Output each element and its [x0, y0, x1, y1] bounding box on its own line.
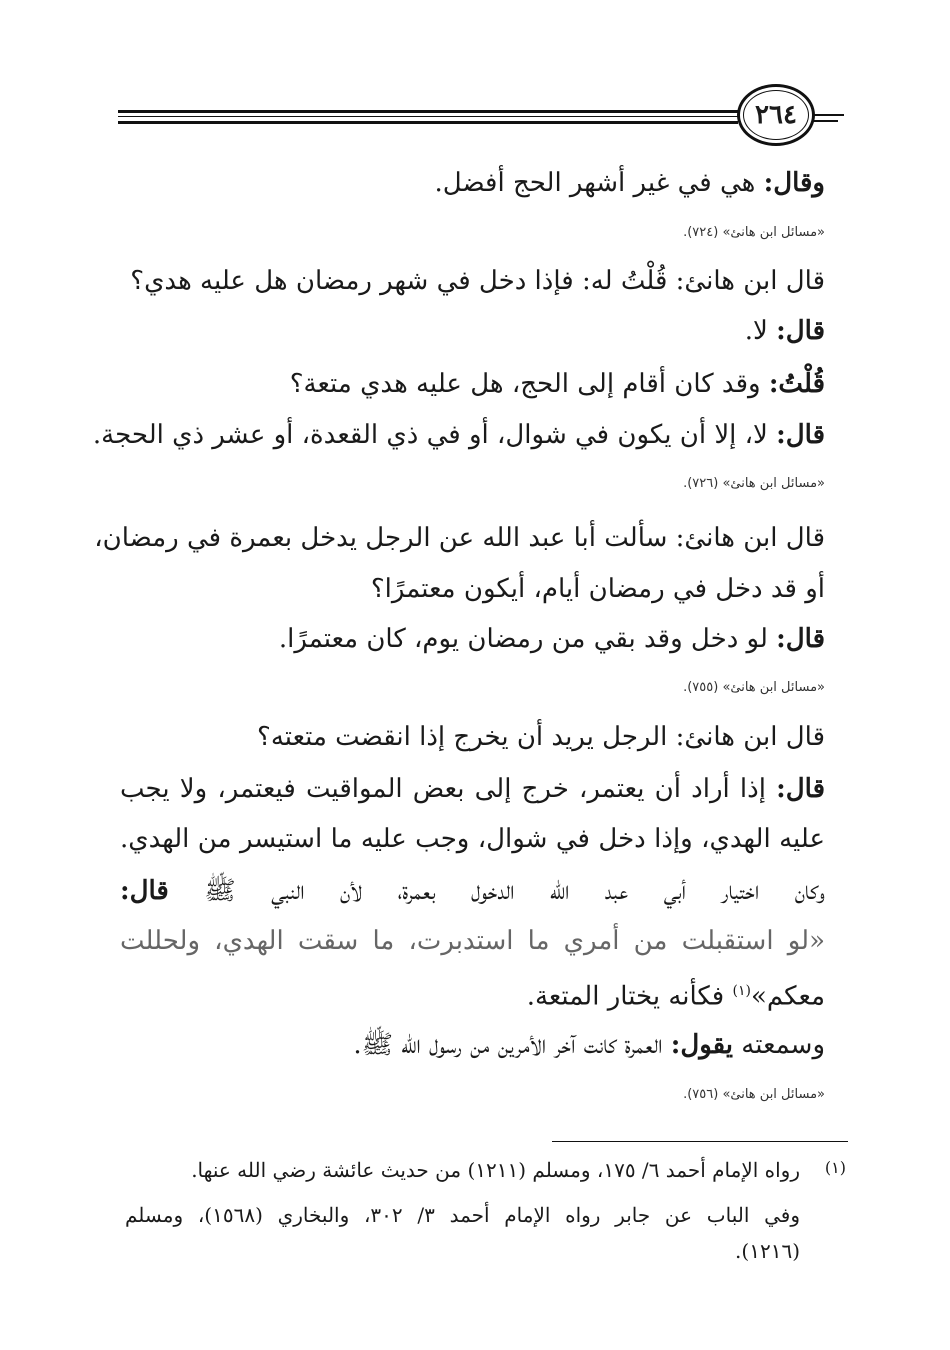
- citation: «مسائل ابن هانئ» (٧٢٤).: [683, 225, 825, 240]
- speaker-label: قال:: [776, 420, 825, 450]
- paragraph-line: [290, 365, 825, 403]
- page-number-text: ٢٦٤: [755, 100, 797, 130]
- line-text: وكان اختيار أبي عبد الله الدخول بعمرة، لأن النبي ﷺ: [168, 876, 825, 906]
- paragraph-line: [93, 416, 825, 454]
- footnote-line: وفي الباب عن جابر رواه الإمام أحمد ٣/ ٣٠٢، والبخاري (١٥٦٨)، ومسلم: [125, 1203, 800, 1227]
- speaker-label: قال:: [776, 774, 825, 804]
- paragraph-line: أو قد دخل في رمضان أيام، أيكون معتمرًا؟: [370, 574, 825, 604]
- paragraph-line: [120, 770, 825, 808]
- header-rule: [812, 114, 844, 116]
- paragraph-line: [279, 620, 825, 658]
- paragraph-line: [527, 972, 825, 1016]
- footnote-line: (١٢١٦).: [735, 1239, 800, 1263]
- header-rule: [118, 110, 738, 113]
- header-rule: [118, 116, 738, 117]
- speaker-label: قُلْتُ:: [768, 369, 825, 399]
- speaker-label: قال:: [776, 316, 825, 346]
- line-text: لا، إلا أن يكون في شوال، أو في ذي القعدة، أو عشر ذي الحجة.: [92, 420, 777, 450]
- citation: «مسائل ابن هانئ» (٧٢٦).: [683, 476, 825, 491]
- paragraph-line: قال ابن هانئ: الرجل يريد أن يخرج إذا انقضت متعته؟: [257, 722, 825, 752]
- speaker-label: قال:: [776, 624, 825, 654]
- paragraph-line: «لو استقبلت من أمري ما استدبرت، ما سقت الهدي، ولحللت: [120, 926, 825, 956]
- line-text: إذا أراد أن يعتمر، خرج إلى بعض المواقيت فيعتمر، ولا يجب: [120, 774, 777, 804]
- paragraph-line: قال ابن هانئ: قُلْتُ له: فإذا دخل في شهر رمضان هل عليه هدي؟: [130, 266, 825, 296]
- citation: «مسائل ابن هانئ» (٧٥٦).: [683, 1087, 825, 1102]
- header-rule: [812, 120, 838, 122]
- paragraph-line: [745, 312, 825, 350]
- line-text: فكأنه يختار المتعة.: [526, 981, 733, 1012]
- footnote-separator: [552, 1141, 848, 1142]
- speaker-label: يقول:: [670, 1030, 734, 1060]
- line-text: هي في غير أشهر الحج أفضل.: [434, 168, 764, 198]
- footnote-reference: (١): [732, 983, 751, 999]
- line-text: لو دخل وقد بقي من رمضان يوم، كان معتمرًا.: [278, 624, 777, 654]
- line-text: وقد كان أقام إلى الحج، هل عليه هدي متعة؟: [289, 369, 769, 399]
- footnote-marker: (١): [824, 1158, 846, 1177]
- paragraph-line: قال ابن هانئ: سألت أبا عبد الله عن الرجل يدخل بعمرة في رمضان،: [94, 523, 825, 553]
- footnote-line: رواه الإمام أحمد ٦/ ١٧٥، ومسلم (١٢١١) من حديث عائشة رضي الله عنها.: [191, 1158, 800, 1182]
- citation: «مسائل ابن هانئ» (٧٥٥).: [683, 680, 825, 695]
- speaker-label: قال:: [120, 876, 169, 906]
- line-text: العمرة كانت آخر الأمرين من رسول الله ﷺ.: [353, 1030, 671, 1060]
- paragraph-line: [120, 872, 825, 910]
- page-number-frame: [743, 90, 809, 140]
- header-rule: [118, 121, 738, 124]
- line-text: معكم»: [750, 981, 825, 1012]
- paragraph-line: [435, 164, 825, 202]
- paragraph-line: عليه الهدي، وإذا دخل في شوال، وجب عليه ما استيسر من الهدي.: [120, 824, 825, 854]
- paragraph-line: [353, 1026, 825, 1064]
- line-text: وسمعته: [733, 1030, 825, 1060]
- speaker-label: وقال:: [763, 168, 825, 198]
- line-text: لا.: [744, 316, 777, 346]
